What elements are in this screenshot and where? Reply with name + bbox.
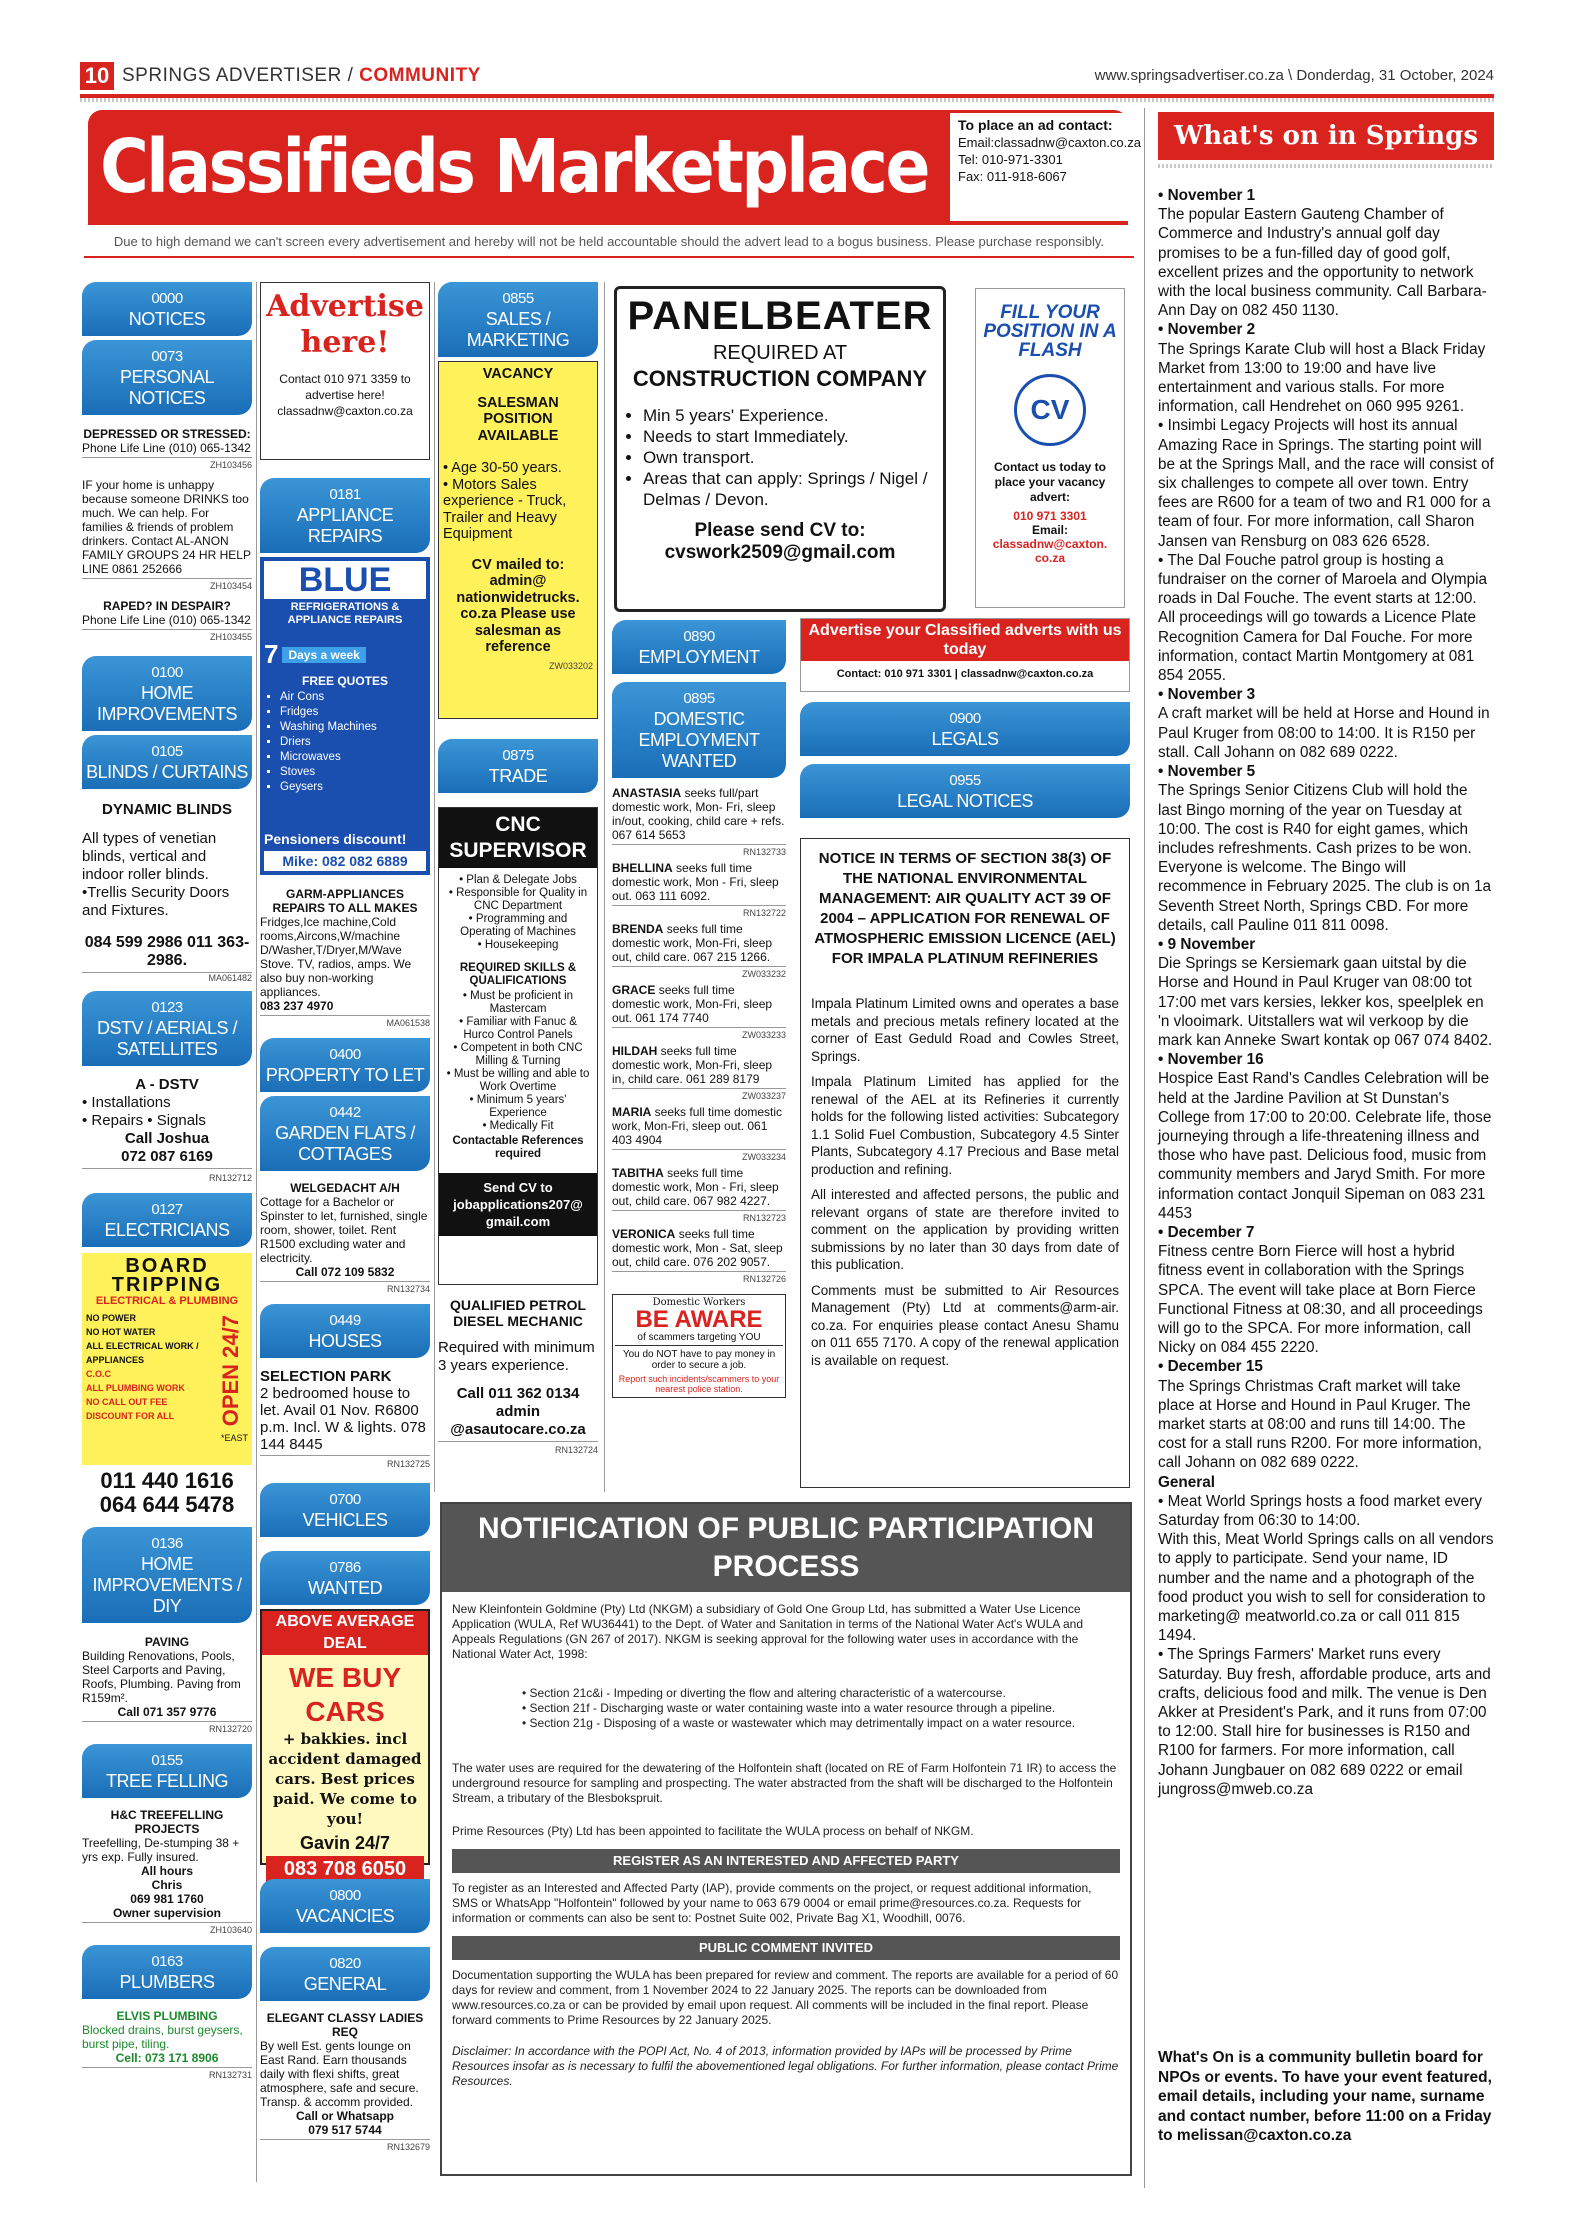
publication-header	[122, 62, 481, 90]
whats-on-paragraph: Hospice East Rand's Candles Celebration will be held at the Jardine Pavilion at St Dunstan's College from 17:00 to 20:00. Celebrate life, those journeying through a life-threatening illness and those who have past. Delicious food, music from community members and Jaryd Smith. For more information contact Jonquil Sipeman on 083 231 4453	[1158, 1070, 1492, 1222]
domestic-ad	[612, 1044, 786, 1103]
ad-title: FILL YOUR POSITION IN A FLASH	[983, 302, 1117, 361]
ad-contact-email: Email:classadnw@caxton.co.za	[958, 135, 1141, 150]
ad-phone: 069 981 1760	[130, 1892, 204, 1906]
section-dstv: 0123 DSTV / AERIALS / SATELLITES	[82, 991, 252, 1066]
website-date: www.springsadvertiser.co.za \ Donderdag, 31 October, 2024	[1094, 67, 1494, 84]
domestic-name: BRENDA	[612, 922, 664, 936]
whats-on-title: What's on in Springs	[1158, 112, 1494, 160]
ad-phone: Mike: 082 082 6889	[264, 851, 426, 871]
advertise-here-ad	[260, 282, 430, 460]
notice-bar: PUBLIC COMMENT INVITED	[452, 1936, 1120, 1960]
ad-hours: All hours	[140, 1864, 193, 1878]
ad-text: 2 bedroomed house to let. Avail 01 Nov. R6800 p.m. Incl. W & lights. 078 144 8445	[260, 1385, 426, 1453]
whats-on-paragraph: • Meat World Springs hosts a food market every Saturday from 06:30 to 14:00.	[1158, 1492, 1482, 1530]
domestic-name: ANASTASIA	[612, 786, 682, 800]
domestic-ad	[612, 1166, 786, 1225]
cnc-supervisor-ad	[438, 807, 598, 1285]
whats-on-paragraph: Die Springs se Kersiemark gaan uitstal by die Horse and Hound in Paul Kruger van 08:00 tot 17:00 met vars kersies, lekker kos, speelplek en 'n vlooimark. Uitstallers wat wil verkoop by die mark kan Anneke Swart kontak op 067 074 8402.	[1158, 955, 1493, 1049]
ad-ref: RN132725	[260, 1455, 430, 1473]
ad-title: ELVIS PLUMBING	[116, 2009, 218, 2023]
whats-on-paragraph: • The Dal Fouche patrol group is hosting a fundraiser on the corner of Maroela and Olympia roads in Dal Fouche. The event starts at 12:00. All proceedings will go towards a Licence Plate Recognition Camera for Dal Fouche. For more information, contact Martin Montgomery at 081 854 2055.	[1158, 551, 1488, 685]
legals-pills	[800, 702, 1130, 818]
publication-name: SPRINGS ADVERTISER /	[122, 65, 360, 86]
header-rule-dotted	[80, 98, 1494, 102]
ad-title: BLUE	[264, 561, 426, 599]
whats-on-paragraph: The popular Eastern Gauteng Chamber of Commerce and Industry's annual golf day promises to be a fun-filled day of good golf, excellent prizes and the opportunity to network with the local business community. Call Barbara-Ann Day on 082 450 1130.	[1158, 206, 1487, 320]
whats-on-paragraph: With this, Meat World Springs calls on all vendors to apply to participate. Send your name, ID number and the name and a photograph of the food product you wish to sell for consideration to marketing@ meatworld.co.za or call 011 815 1494.	[1158, 1531, 1494, 1645]
legal-notice	[800, 838, 1130, 1488]
board-item: NO HOT WATER	[86, 1327, 156, 1337]
ad-phone: 084 599 2986 011 363-2986.	[84, 934, 250, 969]
cnc-item: • Housekeeping	[477, 939, 559, 951]
ad-text: Treefelling, De-stumping 38 + yrs exp. Fully insured.	[82, 1836, 240, 1864]
ad-title: WE BUY CARS	[289, 1662, 401, 1727]
notice-bullets	[522, 1686, 1120, 1731]
ad-ref: RN132712	[82, 1168, 252, 1187]
column-divider	[434, 282, 435, 1492]
domestic-details: seeks full time domestic work, Mon-Fri, sleep out, child care. 067 215 1266.	[612, 922, 773, 964]
whats-on-paragraph: • November 2	[1158, 321, 1256, 339]
ad-text: By well Est. gents lounge on East Rand. Earn thousands daily with flexi shifts, great atmosphere, safe and secure. Transp. & accomm provided.	[260, 2039, 419, 2109]
whats-on-rule	[1158, 164, 1494, 168]
ad-text: • Age 30-50 years. • Motors Sales experience - Truck, Trailer and Heavy Equipment	[443, 460, 567, 542]
notice-paragraph: Impala Platinum Limited owns and operates a base metals and precious metals refinery located at the corner of East Geduld Road and Cowles Street, Springs.	[811, 996, 1119, 1064]
column-2	[260, 282, 430, 2154]
section-home-improvements: 0100 HOME IMPROVEMENTS	[82, 656, 252, 731]
ad-text: + bakkies. incl accident damaged cars. Best prices paid. We come to you!	[268, 1730, 422, 1828]
whats-on-body	[1158, 186, 1494, 1799]
notice-title: NOTICE IN TERMS OF SECTION 38(3) OF THE NATIONAL ENVIRONMENTAL MANAGEMENT: AIR QUALITY ACT 39 OF 2004 – APPLICATION FOR RENEWAL OF ATMOSPHERIC EMISSION LICENCE (AEL) FOR IMPALA PLATINUM REFINERIES	[814, 850, 1116, 967]
domestic-ad	[612, 786, 786, 859]
column-1	[82, 282, 252, 2082]
ad-subtitle: ELECTRICAL & PLUMBING	[95, 1295, 239, 1307]
whats-on-paragraph: • November 3	[1158, 686, 1256, 704]
board-phone: 064 644 5478	[99, 1492, 235, 1517]
notice-paragraph: The water uses are required for the dewatering of the Holfontein shaft (located on RE of Farm Holfontein 71 IR) to access the underground resource for sampling and prospecting. The water abstracted from the shaft will be discharged to the Holfontein Stream, a tributary of the Blesbokspruit.	[452, 1761, 1117, 1805]
ad-ref: ZW033232	[612, 966, 786, 981]
we-buy-cars-ad	[260, 1609, 430, 1880]
section-legals: 0900 LEGALS	[800, 702, 1130, 756]
section-vacancies: 0800 VACANCIES	[260, 1879, 430, 1933]
domestic-ad	[612, 861, 786, 920]
notice-paragraph: To register as an Interested and Affected Party (IAP), provide comments on the project, or request additional information, SMS or WhatsApp "Holfontein" followed by your name to 063 679 0004 or email prime@resources.co.za. Requests for information or comments can also be sent to: Postnet Suite 002, Private Bag X1, Woodhill, 0076.	[452, 1881, 1092, 1925]
section-wanted: 0786 WANTED	[260, 1551, 430, 1605]
ad-title: BOARD TRIPPING	[111, 1255, 223, 1296]
domestic-name: MARIA	[612, 1105, 652, 1119]
cnc-skill: • Medically Fit	[482, 1120, 554, 1132]
vacancy-ad	[438, 361, 598, 719]
notice-bullet: • Section 21g - Disposing of a waste or wastewater which may detrimentally impact on a water resource.	[522, 1716, 1076, 1730]
section-blinds: 0105 BLINDS / CURTAINS	[82, 735, 252, 789]
ad-title: QUALIFIED PETROL DIESEL MECHANIC	[449, 1297, 587, 1329]
notice-paragraph: Impala Platinum Limited has applied for the renewal of the AEL at its Refineries it currently holds for the following listed activities: Subcategory 1.1 Solid Fuel Combustion, Subcategory 4.5 Sinter Plants, Subcategory 4.17 Precious and Base metal production and refining.	[811, 1074, 1119, 1177]
ad-ref: ZW033234	[612, 1149, 786, 1164]
column-3	[438, 282, 598, 1458]
panelbeater-item: • Needs to start Immediately.	[643, 426, 935, 447]
ad-title: A - DSTV	[135, 1076, 199, 1093]
domestic-list	[612, 778, 786, 1286]
section-sales-marketing: 0855 SALES / MARKETING	[438, 282, 598, 357]
domestic-ad	[612, 983, 786, 1042]
ad-days: Days a week	[282, 647, 365, 663]
cnc-item: • Plan & Delegate Jobs	[459, 874, 577, 886]
ad-call: Call or Whatsapp	[295, 2109, 394, 2123]
ad-call: Call 011 362 0134 admin @asautocare.co.za	[450, 1385, 586, 1438]
ad-email: classadnw@caxton. co.za	[992, 537, 1108, 565]
domestic-details: seeks full time domestic work, Mon - Sat, sleep out, child care. 076 202 9057.	[612, 1227, 783, 1269]
section-plumbers: 0163 PLUMBERS	[82, 1945, 252, 1999]
domestic-name: BHELLINA	[612, 861, 673, 875]
classified-ad	[82, 1798, 252, 1937]
domestic-ad	[612, 922, 786, 981]
ad-call: Call 071 357 9776	[117, 1705, 217, 1719]
domestic-ad	[612, 1227, 786, 1286]
whats-on-paragraph: • The Springs Farmers' Market runs every Saturday. Buy fresh, affordable produce, arts and crafts, delicious food and milk. The venue is Den Akker at President's Park, and it runs from 07:00 to 12:00. Stall hire for businesses is R150 and R100 for farmers. For more information, call Johann Jungbauer on 082 689 0222 or email jungross@mweb.co.za	[1158, 1646, 1491, 1798]
ad-title: H&C TREEFELLING PROJECTS	[110, 1808, 224, 1836]
domestic-details: seeks full time domestic work, Mon-Fri, sleep in, child care. 061 289 8179	[612, 1044, 773, 1086]
ad-ref: ZH103454	[82, 578, 252, 593]
domestic-text	[612, 1105, 786, 1147]
section-trade: 0875 TRADE	[438, 739, 598, 793]
ad-ref: MA061482	[82, 972, 252, 983]
domestic-details: seeks full/part domestic work, Mon- Fri, sleep in/out, cooking, child care + refs. 067 614 5653	[612, 786, 785, 842]
section-name: COMMUNITY	[359, 65, 481, 86]
ad-call: Call 072 109 5832	[295, 1265, 395, 1279]
notice-paragraph: Comments must be submitted to Air Resources Management (Pty) Ltd at comments@arm-air. co.za. For enquiries please contact Anesu Shamu on 011 655 7170. A copy of the renewal application is available on request.	[811, 1282, 1119, 1368]
domestic-name: HILDAH	[612, 1044, 658, 1058]
whats-on-footer: What's On is a community bulletin board for NPOs or events. To have your event featured, email details, including your name, surname and contact number, before 11:00 on a Friday to melissan@caxton.co.za	[1158, 2049, 1492, 2144]
blue-item: ▪ Air Cons	[280, 690, 426, 705]
whats-on-paragraph: Fitness centre Born Fierce will host a hybrid fitness event in collaboration with the Springs SPCA. The event will take place at Born Fierce Functional Fitness at 08:30, and all proceedings will go to the SPCA. For more information, call Nicky on 084 455 2220.	[1158, 1243, 1483, 1357]
ad-subtitle: REFRIGERATIONS & APPLIANCE REPAIRS	[287, 601, 403, 626]
whats-on-paragraph: • December 15	[1158, 1358, 1263, 1376]
section-employment: 0890 EMPLOYMENT	[612, 620, 786, 674]
panelbeater-item: • Own transport.	[643, 447, 935, 468]
section-tree-felling: 0155 TREE FELLING	[82, 1744, 252, 1798]
ad-title: Advertise your Classified adverts with us today	[801, 619, 1129, 661]
ad-text: Required with minimum 3 years experience.	[438, 1339, 595, 1374]
ad-ref: ZH103640	[82, 1922, 252, 1937]
domestic-details: seeks full time domestic work, Mon - Fri, sleep out. 063 111 6092.	[612, 861, 779, 903]
domestic-name: TABITHA	[612, 1166, 664, 1180]
domestic-details: seeks full time domestic work, Mon-Fri, sleep out. 061 403 4904	[612, 1105, 783, 1147]
ad-text: Cottage for a Bachelor or Spinster to let, furnished, single room, shower, toilet. Rent R1500 excluding water and electricity.	[260, 1195, 428, 1265]
ad-ref: ZH103456	[82, 457, 252, 472]
ad-ref: ZW033237	[612, 1088, 786, 1103]
aware-top: Domestic Workers	[652, 1297, 746, 1308]
classified-ad	[82, 1066, 252, 1187]
ad-title: PAVING	[144, 1635, 190, 1649]
blue-item: ▪ Driers	[280, 735, 426, 750]
ad-seven: 7	[264, 639, 279, 669]
ad-contact-box	[950, 113, 1141, 221]
panelbeater-ad	[614, 286, 946, 612]
ad-ref: ZW033202	[548, 660, 593, 671]
notice-disclaimer: Disclaimer: In accordance with the POPI Act, No. 4 of 2013, information provided by IAPs will be processed by Prime Resources insofar as is necessary to fulfil the abovementioned legal obligations. For further information, please contact Prime Resources.	[452, 2044, 1119, 2088]
notice-paragraph: New Kleinfontein Goldmine (Pty) Ltd (NKGM) a subsidiary of Gold One Group Ltd, has submitted a Water Use Licence Application (WULA, Ref WU36441) to the Dept. of Water and Sanitation in terms of the National Water Act's WULA and Appeals Regulations (GN 267 of 2017). NKGM is seeking approval for the following water uses in accordance with the National Water Act, 1998:	[452, 1602, 1084, 1661]
cv-logo-icon: CV	[1014, 374, 1086, 446]
blue-refrigeration-ad	[260, 557, 430, 875]
aware-line: Report such incidents/scammers to your nearest police station.	[618, 1374, 780, 1394]
ad-text: Contact 010 971 3359 to advertise here! classadnw@caxton.co.za	[277, 372, 413, 418]
section-garden-flats: 0442 GARDEN FLATS / COTTAGES	[260, 1096, 430, 1171]
ad-phone: 083 237 4970	[260, 999, 334, 1013]
ad-email-label: Email:	[1031, 523, 1068, 537]
ad-ref: RN132720	[82, 1721, 252, 1736]
aware-title: BE AWARE	[635, 1306, 763, 1333]
panelbeater-list	[643, 405, 935, 510]
section-notices: 0000 NOTICES	[82, 282, 252, 336]
board-item: ALL ELECTRICAL WORK / APPLIANCES	[86, 1341, 199, 1365]
whats-on-paragraph: • Insimbi Legacy Projects will host its annual Amazing Race in Springs. The starting point will be at the Springs Mall, and the race will consist of six challenges to compete all over town. Entry fees are R600 for a team of two and R1 000 for a team of four. For more information, call Sharon Jansen van Rensburg on 083 626 6528.	[1158, 417, 1494, 550]
ad-subtitle: SALESMAN POSITION AVAILABLE	[477, 394, 559, 444]
board-item: NO CALL OUT FEE	[86, 1397, 168, 1407]
ad-ref: RN132722	[612, 905, 786, 920]
blue-item: ▪ Washing Machines	[280, 720, 426, 735]
be-aware-ad	[612, 1294, 786, 1398]
blue-item: ▪ Microwaves	[280, 750, 426, 765]
ad-email: cvswork2509@gmail.com	[664, 542, 896, 563]
section-general: 0820 GENERAL	[260, 1947, 430, 2001]
classified-ad	[82, 415, 252, 472]
notice-bar: REGISTER AS AN INTERESTED AND AFFECTED PARTY	[452, 1849, 1120, 1873]
classified-ad	[438, 1285, 598, 1458]
blue-item: ▪ Geysers	[280, 780, 426, 795]
domestic-name: VERONICA	[612, 1227, 676, 1241]
ad-contact-tel: Tel: 010-971-3301	[958, 152, 1063, 167]
whats-on-paragraph: • 9 November	[1158, 935, 1256, 953]
ad-text: • Installations • Repairs • Signals	[82, 1094, 206, 1129]
ad-call: Call Joshua	[124, 1130, 210, 1147]
column-4	[612, 620, 786, 1398]
section-personal-notices: 0073 PERSONAL NOTICES	[82, 340, 252, 415]
domestic-name: GRACE	[612, 983, 656, 997]
domestic-ad	[612, 1105, 786, 1164]
ad-cv: CV mailed to: admin@ nationwidetrucks. co.za Please use salesman as reference	[456, 556, 580, 655]
public-participation-notice	[440, 1502, 1132, 2176]
board-phone: 011 440 1616	[100, 1468, 234, 1493]
domestic-details: seeks full time domestic work, Mon - Fri, sleep out, child care. 067 982 4227.	[612, 1166, 779, 1208]
classified-ad	[82, 1623, 252, 1736]
ad-title: Advertise here!	[266, 289, 424, 360]
domestic-details: seeks full time domestic work, Mon-Fri, sleep out. 061 174 7740	[612, 983, 773, 1025]
advertise-classified-ad	[800, 618, 1130, 692]
ad-phone: 072 087 6169	[121, 1148, 213, 1165]
ad-text: Phone Life Line (010) 065-1342	[82, 441, 251, 455]
ad-contact: Contact: 010 971 3301 | classadnw@caxton.co.za	[836, 668, 1094, 680]
notice-paragraph: Prime Resources (Pty) Ltd has been appointed to facilitate the WULA process on behalf of NKGM.	[452, 1824, 974, 1838]
ad-pensioners: Pensioners discount!	[264, 831, 407, 847]
ad-text: IF your home is unhappy because someone DRINKS too much. We can help. For families & friends of problem drinkers. Contact AL-ANON FAMILY GROUPS 24 HR HELP LINE 0861 252666	[82, 478, 251, 576]
cnc-requirements-title: REQUIRED SKILLS & QUALIFICATIONS	[459, 962, 577, 987]
domestic-text	[612, 861, 786, 903]
page-number: 10	[80, 62, 114, 90]
cnc-skill: • Must be willing and able to Work Overtime	[446, 1068, 590, 1093]
banner-title: Classifieds Marketplace	[100, 124, 928, 210]
ad-ref: RN132724	[438, 1441, 598, 1458]
column-divider	[256, 282, 257, 2182]
ad-text: Phone Life Line (010) 065-1342	[82, 613, 251, 627]
ad-title: ELEGANT CLASSY LADIES REQ	[266, 2011, 424, 2039]
whats-on-paragraph: • December 7	[1158, 1223, 1255, 1241]
cnc-skill: • Minimum 5 years' Experience	[469, 1094, 567, 1119]
cnc-skill: • Competent in both CNC Milling & Turning	[453, 1042, 583, 1067]
board-east: *EAST	[220, 1433, 248, 1443]
notice-bullet: • Section 21c&i - Impeding or diverting the flow and altering characteristic of a watercourse.	[522, 1686, 1006, 1700]
ad-contact-fax: Fax: 011-918-6067	[958, 169, 1067, 184]
ad-ref: RN132726	[612, 1271, 786, 1286]
ad-ref: ZW033233	[612, 1027, 786, 1042]
board-open: OPEN 24/7	[218, 1315, 243, 1427]
ad-contact-heading: To place an ad contact:	[958, 117, 1113, 133]
ad-banner: ABOVE AVERAGE DEAL	[262, 1611, 428, 1655]
ad-company: CONSTRUCTION COMPANY	[632, 366, 928, 391]
classified-ad	[82, 472, 252, 593]
fill-position-ad	[975, 288, 1125, 608]
notice-paragraph: All interested and affected persons, the public and relevant organs of state are therefore invited to comment on the application by providing written submissions by no later than 30 days from date of this publication.	[811, 1187, 1119, 1272]
ad-phone: 010 971 3301	[1013, 509, 1087, 523]
domestic-text	[612, 1227, 786, 1269]
ad-ref: MA061538	[260, 1015, 430, 1030]
ad-text: Blocked drains, burst geysers, burst pipe, tiling.	[82, 2023, 243, 2051]
disclaimer-rule	[84, 256, 1134, 258]
classified-ad	[260, 1358, 430, 1473]
ad-ref: RN132679	[260, 2139, 430, 2154]
ad-title: CNC SUPERVISOR	[439, 808, 597, 868]
classified-ad	[260, 1171, 430, 1296]
ad-contact-name: Chris	[151, 1878, 183, 1892]
ad-ref: RN132734	[260, 1281, 430, 1296]
board-item: ALL PLUMBING WORK	[86, 1383, 185, 1393]
notice-bullet: • Section 21f - Discharging waste or water containing waste into a water resource through a pipeline.	[522, 1701, 1056, 1715]
board-item: NO POWER	[86, 1313, 137, 1323]
classified-ad	[82, 789, 252, 983]
classified-ad	[260, 875, 430, 1030]
ad-contact: Contact us today to place your vacancy advert:	[993, 460, 1106, 504]
ad-owner: Owner supervision	[112, 1906, 222, 1920]
ad-text: Fridges,Ice machine,Cold rooms,Aircons,W/machine D/Washer,T/Dryer,M/Wave Stove. TV, radios, amps. We also buy non-working appliances.	[260, 915, 412, 999]
whats-on-paragraph: The Springs Senior Citizens Club will hold the last Bingo morning of the year on Tuesday at 10:00. The cost is R40 for eight games, which includes refreshments. Cash prizes to be won. Everyone is welcome. The Bingo will recommence in February 2025. The club is on 1a Seventh Street North, Springs CBD. For more details, call Pauline 011 811 0098.	[1158, 782, 1492, 934]
ad-phone: 079 517 5744	[308, 2123, 382, 2137]
ad-ref: ZH103455	[82, 629, 252, 644]
whats-on-paragraph: • November 1	[1158, 187, 1256, 204]
ad-ref: RN132723	[612, 1210, 786, 1225]
blue-item: ▪ Stoves	[280, 765, 426, 780]
ad-send: Please send CV to:	[694, 520, 866, 541]
column-divider	[604, 282, 605, 1492]
ad-title: WELGEDACHT A/H	[290, 1181, 400, 1195]
whats-on-paragraph: • November 5	[1158, 763, 1256, 781]
section-legal-notices: 0955 LEGAL NOTICES	[800, 764, 1130, 818]
blue-list	[280, 690, 426, 795]
whats-on-paragraph: A craft market will be held at Horse and Hound in Paul Kruger from 08:00 to 14:00. It is R150 per stall. Call Johann on 082 689 0222.	[1158, 705, 1490, 761]
panelbeater-item: • Min 5 years' Experience.	[643, 405, 935, 426]
ad-phone: Cell: 073 171 8906	[115, 2051, 219, 2065]
ad-title: SELECTION PARK	[260, 1368, 392, 1385]
ad-phone: 083 708 6050	[266, 1856, 424, 1882]
section-domestic-employment: 0895 DOMESTIC EMPLOYMENT WANTED	[612, 682, 786, 778]
cnc-duties	[439, 868, 597, 952]
column-divider	[1144, 108, 1145, 2188]
aware-subtitle: of scammers targeting YOU	[615, 1332, 783, 1346]
section-houses: 0449 HOUSES	[260, 1304, 430, 1358]
whats-on-paragraph: The Springs Karate Club will host a Black Friday Market from 13:00 to 19:00 and have live entertainment and various stalls. For more information, call Hendrehet on 060 995 9261.	[1158, 340, 1486, 416]
whats-on-paragraph: The Springs Christmas Craft market will take place at Horse and Hound in Paul Kruger. The market starts at 08:00 and runs till 14:00. The cost for a stall runs R200. For more information, call Johann on 082 689 0222.	[1158, 1377, 1482, 1472]
domestic-text	[612, 786, 786, 842]
ad-ref: RN132731	[82, 2067, 252, 2082]
cnc-item: • Programming and Operating of Machines	[460, 913, 576, 938]
cnc-skill: • Must be proficient in Mastercam	[462, 990, 574, 1015]
cnc-references: Contactable References required	[452, 1135, 584, 1160]
ad-text: All types of venetian blinds, vertical and indoor roller blinds. •Trellis Security Doors and Fixtures.	[82, 830, 230, 919]
classified-ad	[82, 1999, 252, 2082]
section-vehicles: 0700 VEHICLES	[260, 1483, 430, 1537]
cnc-skill: • Familiar with Fanuc & Hurco Control Panels	[459, 1016, 577, 1041]
ad-title: DYNAMIC BLINDS	[102, 801, 232, 818]
ad-title: GARM-APPLIANCES REPAIRS TO ALL MAKES	[272, 887, 418, 915]
disclaimer: Due to high demand we can't screen every advertisement and hereby will not be held accountable should the advert lead to a bogus business. Please purchase responsibly.	[113, 234, 1105, 249]
whats-on-paragraph: General	[1158, 1473, 1215, 1491]
domestic-text	[612, 922, 786, 964]
domestic-text	[612, 1044, 786, 1086]
blue-item: ▪ Fridges	[280, 705, 426, 720]
ad-title: VACANCY	[482, 366, 554, 382]
ad-text: Building Renovations, Pools, Steel Carports and Paving, Roofs, Plumbing. Paving from R159m².	[82, 1649, 241, 1705]
ad-title: RAPED? IN DESPAIR?	[103, 599, 231, 613]
board-item: DISCOUNT FOR ALL	[86, 1411, 175, 1421]
section-electricians: 0127 ELECTRICIANS	[82, 1193, 252, 1247]
ad-title: DEPRESSED OR STRESSED:	[83, 427, 251, 441]
days-a-week	[264, 639, 426, 670]
ad-quotes: FREE QUOTES	[301, 674, 388, 688]
section-property-to-let: 0400 PROPERTY TO LET	[260, 1038, 430, 1092]
domestic-text	[612, 1166, 786, 1208]
ad-required: REQUIRED AT	[712, 342, 848, 364]
section-appliance-repairs: 0181 APPLIANCE REPAIRS	[260, 478, 430, 553]
aware-line: You do NOT have to pay money in order to secure a job.	[622, 1349, 776, 1371]
classified-ad	[260, 2001, 430, 2154]
cnc-send: Send CV to jobapplications207@ gmail.com	[439, 1173, 597, 1236]
board-list	[86, 1311, 201, 1423]
section-diy: 0136 HOME IMPROVEMENTS / DIY	[82, 1527, 252, 1623]
whats-on-paragraph: • November 16	[1158, 1051, 1264, 1069]
cnc-item: • Responsible for Quality in CNC Department	[448, 887, 588, 912]
board-tripping-ad	[82, 1253, 252, 1465]
notice-paragraph: Documentation supporting the WULA has been prepared for review and comment. The reports are available for a period of 60 days for review and comment, from 1 November 2024 to 22 January 2025. The reports can be downloaded from www.resources.co.za or can be provided by email upon request. All comments will be included in the final report. Please forward comments to Prime Resources by 22 January 2025.	[452, 1968, 1119, 2027]
board-item: C.O.C	[86, 1369, 112, 1379]
notice-title: NOTIFICATION OF PUBLIC PARTICIPATION PROCESS	[442, 1504, 1130, 1592]
ad-ref: RN132733	[612, 844, 786, 859]
domestic-text	[612, 983, 786, 1025]
ad-title: PANELBEATER	[627, 294, 933, 338]
cnc-skills	[439, 988, 597, 1133]
classified-ad	[82, 593, 252, 644]
panelbeater-item: • Areas that can apply: Springs / Nigel / Delmas / Devon.	[643, 468, 935, 510]
ad-gavin: Gavin 24/7	[299, 1833, 391, 1853]
